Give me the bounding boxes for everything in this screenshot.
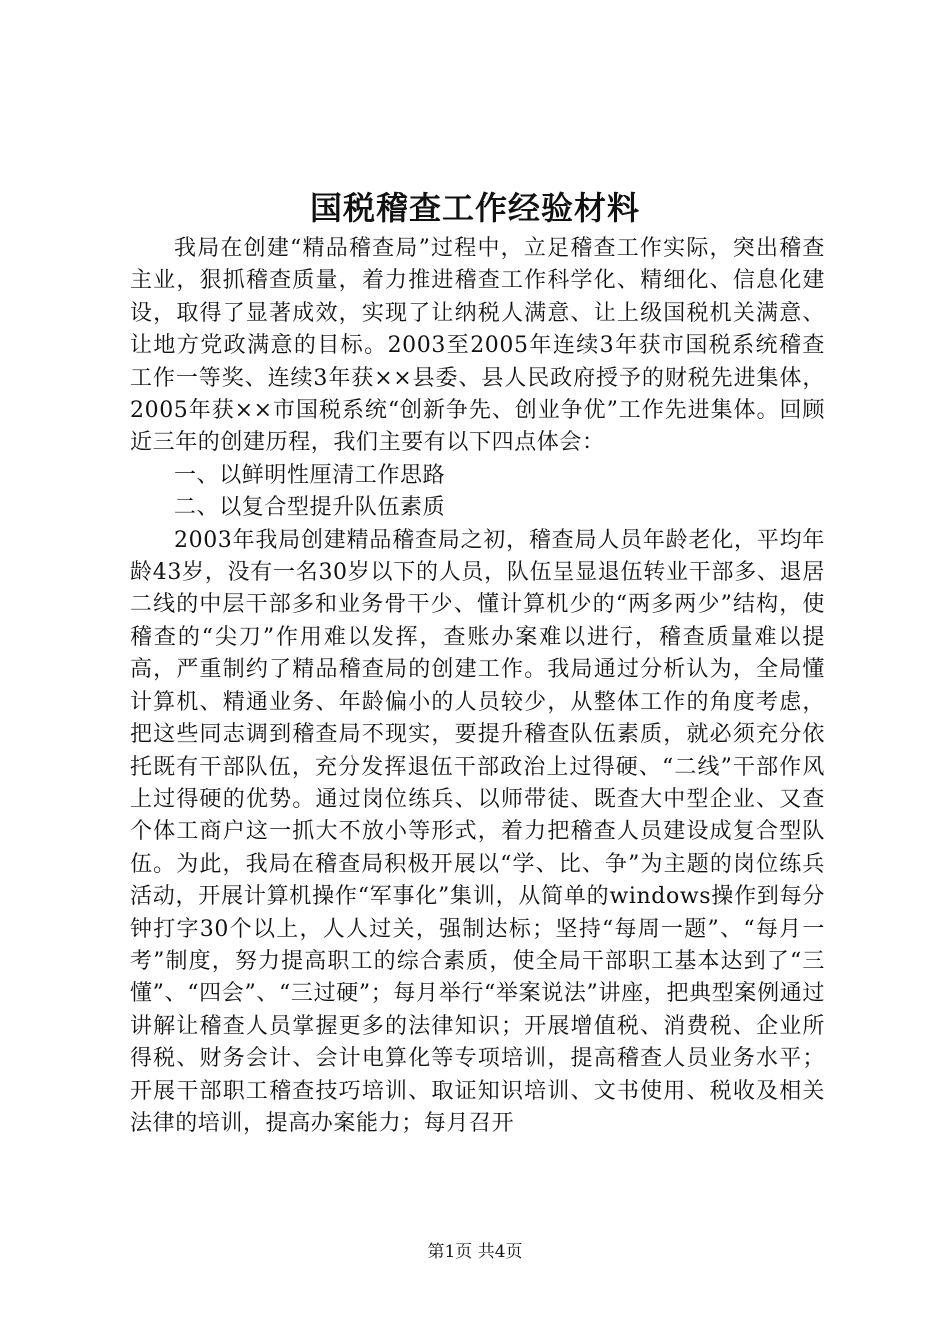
document-title: 国税稽查工作经验材料 <box>309 189 640 227</box>
paragraph-intro: 我局在创建“精品稽查局”过程中，立足稽查工作实际，突出稽查主业，狠抓稽查质量，着力推进稽查工作科学化、精细化、信息化建设，取得了显著成效，实现了让纳税人满意、让上级国税机关满意、让地方党政满意的目标。2003至2005年连续3年获市国税系统稽查工作一等奖、连续3年获××县委、县人民政府授予的财税先进集体，2005年获××市国税系统“创新争先、创业争优”工作先进集体。回顾近三年的创建历程，我们主要有以下四点体会： <box>130 236 825 456</box>
document-body <box>130 233 825 1140</box>
paragraph-team-quality: 2003年我局创建精品稽查局之初，稽查局人员年龄老化，平均年龄43岁，没有一名30岁以下的人员，队伍呈显退伍转业干部多、退居二线的中层干部多和业务骨干少、懂计算机少的“两多两少”结构，使稽查的“尖刀”作用难以发挥，查账办案难以进行，稽查质量难以提高，严重制约了精品稽查局的创建工作。我局通过分析认为，全局懂计算机、精通业务、年龄偏小的人员较少，从整体工作的角度考虑，把这些同志调到稽查局不现实，要提升稽查队伍素质，就必须充分依托既有干部队伍，充分发挥退伍干部政治上过得硬、“二线”干部作风上过得硬的优势。通过岗位练兵、以师带徒、既查大中型企业、又查个体工商户这一抓大不放小等形式，着力把稽查人员建设成复合型队伍。为此，我局在稽查局积极开展以“学、比、争”为主题的岗位练兵活动，开展计算机操作“军事化”集训，从简单的windows操作到每分钟打字30个以上，人人过关，强制达标；坚持“每周一题”、“每月一考”制度，努力提高职工的综合素质，使全局干部职工基本达到了“三懂”、“四会”、“三过硬”；每月举行“举案说法”讲座，把典型案例通过讲解让稽查人员掌握更多的法律知识；开展增值税、消费税、企业所得税、财务会计、会计电算化等专项培训，提高稽查人员业务水平；开展干部职工稽查技巧培训、取证知识培训、文书使用、税收及相关法律的培训，提高办案能力；每月召开 <box>130 527 825 1136</box>
page-number-footer: 第1页 共4页 <box>427 1242 523 1262</box>
section-heading-2: 二、以复合型提升队伍素质 <box>174 495 446 521</box>
section-heading-1: 一、以鲜明性厘清工作思路 <box>174 462 446 488</box>
